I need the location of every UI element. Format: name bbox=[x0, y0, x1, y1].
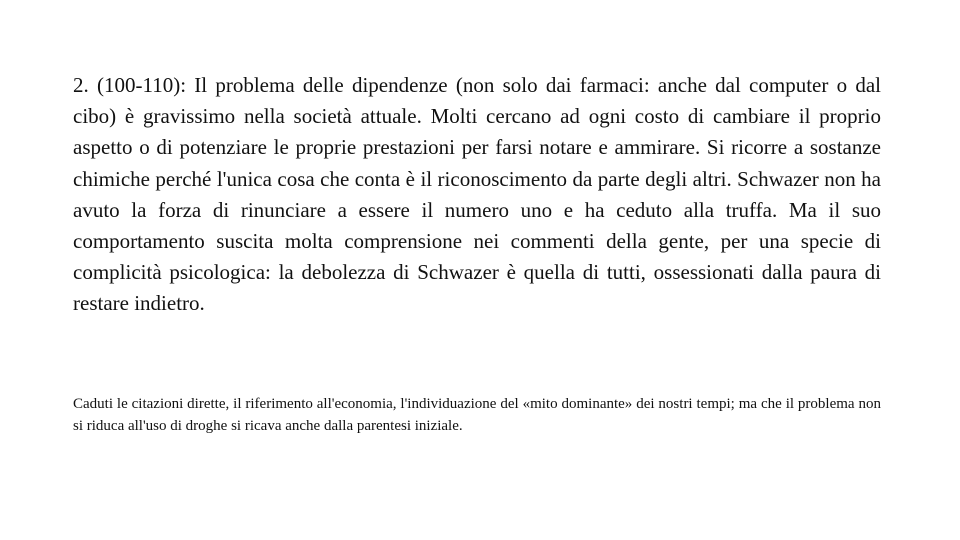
note-paragraph: Caduti le citazioni dirette, il riferimento all'economia, l'individuazione del «mito dominante» dei nostri tempi; ma che il problema non si riduca all'uso di droghe si ricava anche dalla parentesi iniziale. bbox=[73, 396, 881, 434]
main-paragraph: 2. (100-110): Il problema delle dipendenze (non solo dai farmaci: anche dal computer o dal cibo) è gravissimo nella società attuale. Molti cercano ad ogni costo di cambiare il proprio aspetto o di potenziare le proprie prestazioni per farsi notare e ammirare. Si ricorre a sostanze chimiche perché l'unica cosa che conta è il riconoscimento da parte degli altri. Schwazer non ha avuto la forza di rinunciare a essere il numero uno e ha ceduto alla truffa. Ma il suo comportamento suscita molta comprensione nei commenti della gente, per una specie di complicità psicologica: la debolezza di Schwazer è quella di tutti, ossessionati dalla paura di restare indietro. bbox=[73, 73, 881, 316]
